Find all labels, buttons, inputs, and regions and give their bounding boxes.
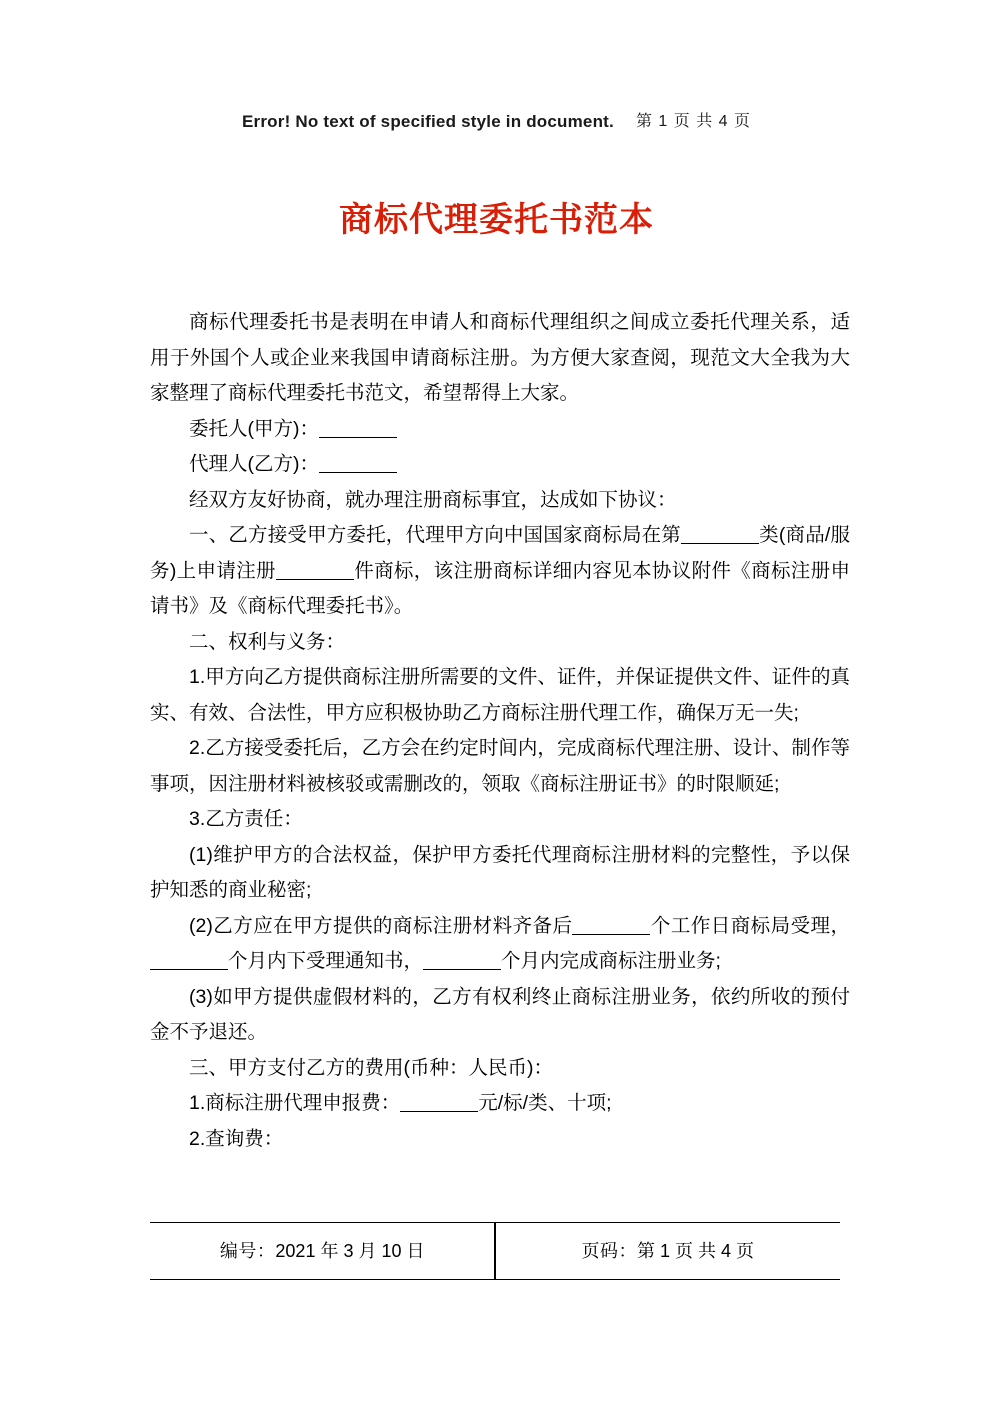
document-body	[150, 305, 850, 1157]
paragraph-item-3-heading: 3.乙方责任：	[189, 808, 303, 830]
footer-number-label: 编号：	[219, 1241, 276, 1261]
paragraph-item-3-1: (1)维护甲方的合法权益，保护甲方委托代理商标注册材料的完整性，予以保护知悉的商业秘密;	[150, 843, 850, 901]
paragraph-agent-line	[150, 447, 850, 483]
footer-page-value: 第 1 页 共 4 页	[637, 1241, 755, 1261]
paragraph-item-2: 2.乙方接受委托后，乙方会在约定时间内，完成商标代理注册、设计、制作等事项，因注册材料被核驳或需删改的，领取《商标注册证书》的时限顺延;	[150, 737, 850, 795]
paragraph-item-1: 1.甲方向乙方提供商标注册所需要的文件、证件，并保证提供文件、证件的真实、有效、合法性，甲方应积极协助乙方商标注册代理工作，确保万无一失;	[150, 666, 850, 724]
fee-1-label: 1.商标注册代理申报费：	[189, 1092, 401, 1114]
paragraph-fee-2: 2.查询费：	[189, 1127, 284, 1150]
agent-label: 代理人(乙方)：	[189, 453, 319, 475]
paragraph-article-one	[150, 518, 850, 625]
article-one-part1: 一、乙方接受甲方委托，代理甲方向中国国家商标局在第	[189, 524, 681, 546]
footer-number-cell	[150, 1223, 494, 1279]
paragraph-fee-1	[150, 1086, 850, 1122]
page-footer	[150, 1222, 840, 1280]
header-error-text: Error! No text of specified style in document.	[242, 112, 614, 131]
footer-page-cell	[496, 1223, 840, 1279]
paragraph-intro: 商标代理委托书是表明在申请人和商标代理组织之间成立委托代理关系，适用于外国个人或企业来我国申请商标注册。为方便大家查阅，现范文大全我为大家整理了商标代理委托书范文，希望帮得上大家。	[150, 311, 850, 404]
fee-1-unit: 元/标/类、十项;	[478, 1092, 612, 1114]
item-3-2-part4: 个月内完成商标注册业务;	[501, 950, 721, 972]
fee-1-blank	[400, 1092, 478, 1112]
paragraph-article-three-heading: 三、甲方支付乙方的费用(币种：人民币)：	[189, 1056, 553, 1079]
article-one-blank1	[681, 524, 759, 544]
client-label: 委托人(甲方)：	[189, 417, 319, 440]
article-one-part3: 件商标，该注册商标详细内容见本协议附件《商标注册申请书》及《商标代理委托书》。	[150, 559, 850, 617]
footer-number-value: 2021 年 3 月 10 日	[275, 1241, 425, 1261]
paragraph-client-line	[150, 412, 850, 448]
item-3-2-blank1	[572, 915, 650, 935]
item-3-2-blank2	[150, 950, 228, 970]
item-3-2-part2: 个工作日商标局受理，	[650, 914, 850, 937]
paragraph-item-3-3: (3)如甲方提供虚假材料的，乙方有权利终止商标注册业务，依约所收的预付金不予退还。	[150, 985, 850, 1043]
footer-page-label: 页码：	[581, 1241, 638, 1261]
client-blank	[319, 418, 397, 438]
paragraph-item-3-2	[150, 909, 850, 980]
article-one-blank2	[276, 560, 354, 580]
agent-blank	[319, 453, 397, 473]
header-page-indicator: 第 1 页 共 4 页	[635, 113, 751, 130]
item-3-2-part3: 个月内下受理通知书，	[228, 950, 424, 972]
paragraph-article-two-heading: 二、权利与义务：	[189, 630, 346, 653]
document-title: 商标代理委托书范本	[339, 201, 654, 239]
paragraph-agreement-intro: 经双方友好协商，就办理注册商标事宜，达成如下协议：	[189, 488, 677, 511]
page-header	[0, 108, 993, 132]
item-3-2-part1: (2)乙方应在甲方提供的商标注册材料齐备后	[189, 914, 573, 937]
item-3-2-blank3	[423, 950, 501, 970]
article-one-part2: 类(商品/服务)上申请注册	[150, 524, 850, 582]
